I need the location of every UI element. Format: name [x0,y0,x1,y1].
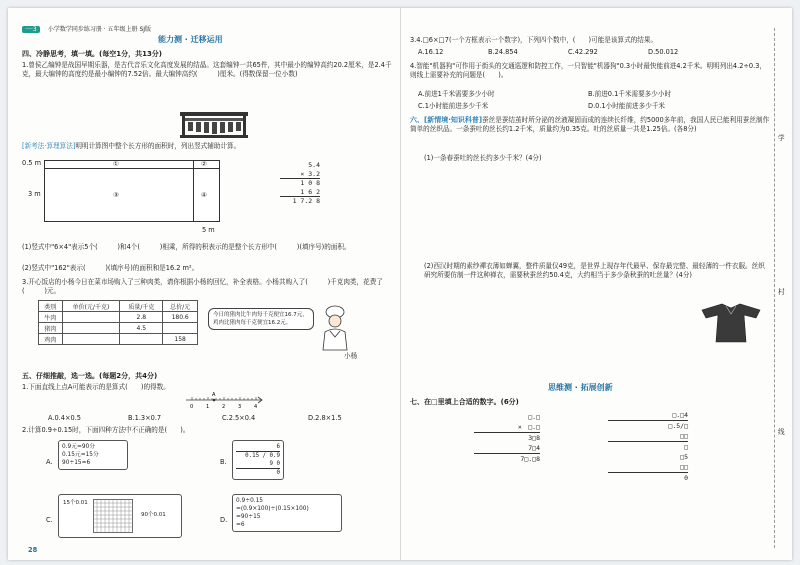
section-banner-2: 思维测 · 拓展创新 [548,383,613,392]
table-cell: 4.5 [120,323,163,334]
q4-option-c[interactable]: C.1小时能前进多少千米 [418,102,489,110]
cut-line [774,28,775,548]
division-puzzle [608,410,688,483]
table-row [39,334,198,345]
div-line: □.5/□ [608,420,688,431]
table-cell: 2.8 [120,312,163,323]
robe-illustration [700,300,762,344]
rectangle-diagram [22,156,272,242]
div-line: 0 [608,472,688,483]
margin-char: 学 [778,134,785,142]
option-d-box[interactable] [232,494,342,532]
header-badge: 一·3 [22,26,40,33]
q34-option-c[interactable]: C.42.292 [568,48,598,56]
section-banner: 能力测 · 迁移运用 [158,35,223,44]
page-fold [400,8,401,560]
option-a-letter[interactable]: A. [46,458,53,466]
option-b-line: 6 [276,444,280,450]
option-d-line: 0.9÷0.15 [236,498,263,504]
vcalc-line-4: 1 6 2 [300,187,320,196]
option-d-line: =90÷15 [236,514,261,520]
q4-option-d[interactable]: D.0.1小时能前进多少千米 [588,102,666,110]
q5-1-option-b[interactable]: B.1.3×0.7 [128,414,162,422]
table-cell [120,334,163,345]
mult-line: 7□4 [528,444,540,452]
question-6-part-2: (2)西汉时期的素纱襌衣薄如蝉翼，整件质量仅49克，是世界上现存年代最早、保存最完整、最轻薄的一件衣服。丝织研究所要仿制一件这种禅衣，需要秋蚕丝约50.4克，大约相当于多少条秋蚕的吐丝量？(4分) [424,262,765,279]
option-c-grid [93,499,133,533]
margin-char: 村 [778,288,785,296]
option-b-box[interactable] [232,440,284,480]
option-c-box[interactable] [58,494,182,538]
option-d-line: =6 [236,522,245,528]
table-header: 质量/千克 [120,301,163,312]
rect-top-label: 0.5 m [22,159,42,167]
q34-option-d[interactable]: D.50.012 [648,48,679,56]
meat-table [38,300,198,345]
vcalc-line-5: 1 7.2 8 [280,196,320,206]
rect-outline [44,160,220,222]
margin-char: 线 [778,428,785,436]
chef-illustration [318,304,352,352]
table-cell [62,312,120,323]
q5-1-option-a[interactable]: A.0.4×0.5 [48,414,81,422]
question-5-1: 1.下面直线上点A可能表示的是算式( )的得数。 [22,383,170,391]
option-a-box[interactable] [58,440,128,470]
option-b-line: 0 [236,468,280,477]
q5-1-option-c[interactable]: C.2.5×0.4 [222,414,256,422]
section-7-heading: 七、在□里填上合适的数字。(6分) [410,398,519,406]
question-2-tag: [新考法·算理算法] [22,142,76,150]
vcalc-line-2: × 3.2 [300,169,320,178]
bell-illustration [178,110,250,138]
chef-label: 小杨 [344,352,358,360]
div-line: □□ [680,463,688,471]
header-title: 小学数学同步练习册 · 五年级上册 SJ版 [47,26,152,33]
q5-1-option-d[interactable]: D.2.8×1.5 [308,414,342,422]
question-6-text: 蚕丝是蚕结茧时所分泌的丝液凝固而成的连续长纤维，约5000多年前，我国人民已能利用蚕丝制作简单的丝织品。一条蚕吐的丝长约1.2千米，质量约为0.35克。吐的丝质量一共是1.25倍。(各8分) [410,116,770,133]
number-line [184,392,264,414]
q34-option-a[interactable]: A.16.12 [418,48,444,56]
numline-tick-1: 1 [206,404,210,410]
mult-line: × □.□ [517,423,540,431]
table-header: 总价/元 [163,301,198,312]
option-d-line: =(0.9×100)÷(0.15×100) [236,506,309,512]
div-line: □□ [680,432,688,440]
numline-tick-4: 4 [254,404,258,410]
rect-part-3: ③ [113,191,119,199]
mult-line: 7□.□8 [474,453,540,464]
div-line: □5 [680,453,688,461]
workbook-spread [8,8,792,560]
rect-part-4: ④ [201,191,207,199]
option-d-letter[interactable]: D. [220,516,228,524]
mult-line: □.□ [528,413,540,421]
q4-option-b[interactable]: B.前进0.1千米需要多少小时 [588,90,672,98]
question-2-text: 明明计算图中整个长方形的面积时，列出竖式辅助计算。 [75,142,241,150]
page-number: 28 [28,546,38,554]
table-cell: 猪肉 [39,323,63,334]
vertical-calculation [280,161,320,206]
div-line: □.□4 [672,411,688,419]
numline-tick-3: 3 [238,404,242,410]
section-4-heading: 四、冷静思考，填一填。(每空1分，共13分) [22,50,163,58]
numline-tick-2: 2 [222,404,226,410]
option-b-letter[interactable]: B. [220,458,227,466]
svg-text:A: A [212,392,216,398]
div-line: □ [608,441,688,452]
question-6-tag: 六、[新情境·知识科普] [410,116,483,124]
rect-left-label: 3 m [28,190,41,198]
vcalc-line-3: 1 0 8 [280,178,320,188]
option-c-left-label: 15个0.01 [63,500,88,506]
question-6-part-1: (1)一条春蚕吐的丝长约多少千米？(4分) [424,154,542,162]
table-header: 类别 [39,301,63,312]
option-a-line: 0.15元=15分 [62,452,99,458]
numline-tick-0: 0 [190,404,194,410]
rect-part-1: ① [113,160,119,168]
question-2 [22,142,240,151]
section-5-heading: 五、仔细推敲，选一选。(每题2分，共4分) [22,372,158,380]
vcalc-line-1: 5.4 [308,161,320,169]
q34-option-b[interactable]: B.24.854 [488,48,518,56]
question-3-4: 3.4.□6×□7(一个方框表示一个数字)，下列四个数中，( )可能是该算式的结果。 [410,36,658,44]
question-6 [410,116,770,134]
option-c-right-label: 90个0.01 [141,512,166,518]
table-cell [62,334,120,345]
table-cell [163,323,198,334]
question-2-part-1: (1)竖式中"6×4"表示5个( )和4个( )相乘，所得的积表示的是整个长方形中( )(填序号)的面积。 [22,243,351,251]
speech-bubble: 今日的猪肉比牛肉每千克便宜16.7元，鸡肉比猪肉每千克便宜16.2元。 [208,308,314,330]
option-c-letter[interactable]: C. [46,516,53,524]
option-a-line: 0.9元=90分 [62,444,96,450]
rect-vline [193,161,194,221]
rect-part-2: ② [201,160,207,168]
table-header-row [39,301,198,312]
table-cell: 牛肉 [39,312,63,323]
table-cell: 180.6 [163,312,198,323]
question-4: 4.智能"机器狗"可作用于街头的交通巡逻和防控工作，一只智能"机器狗"0.3小时最快能前进4.2千米。明明列出4.2÷0.3，则线上需要补充的问题是( )。 [410,62,767,79]
question-3: 3.开心饭店的小杨今日在菜市场购入了三种肉类，请你根据小杨的回忆，补全表格。小杨共购入了( )千克肉类，花费了( )元。 [22,278,383,295]
mult-line: 3□8 [474,432,540,443]
table-row [39,312,198,323]
table-row [39,323,198,334]
option-a-line: 90÷15=6 [62,460,91,466]
question-1: 1.曾侯乙编钟是战国早期乐器，是古代音乐文化高度发展的结晶。这套编钟一共65件，其中最小的编钟高约20.2厘米，是2.4千克，最大编钟的高度约是最小编钟的7.52倍。最大编钟高约( )厘米。(得数保留一位小数) [22,61,392,78]
question-5-2: 2.计算0.9÷0.15时，下面四种方法中不正确的是( )。 [22,426,190,434]
question-2-part-2: (2)竖式中"162"表示( )(填序号)的面积和是16.2 m²。 [22,264,199,272]
multiplication-puzzle [474,412,540,464]
rect-bottom-label: 5 m [202,226,215,234]
table-cell: 鸡肉 [39,334,63,345]
table-cell [62,323,120,334]
option-b-line: 9 0 [269,461,280,467]
table-cell: 158 [163,334,198,345]
option-b-line: 0.15 / 0.9 [236,451,280,460]
q4-option-a[interactable]: A.前进1千米需要多少小时 [418,90,495,98]
table-header: 单价(元/千克) [62,301,120,312]
page-header [22,16,394,33]
